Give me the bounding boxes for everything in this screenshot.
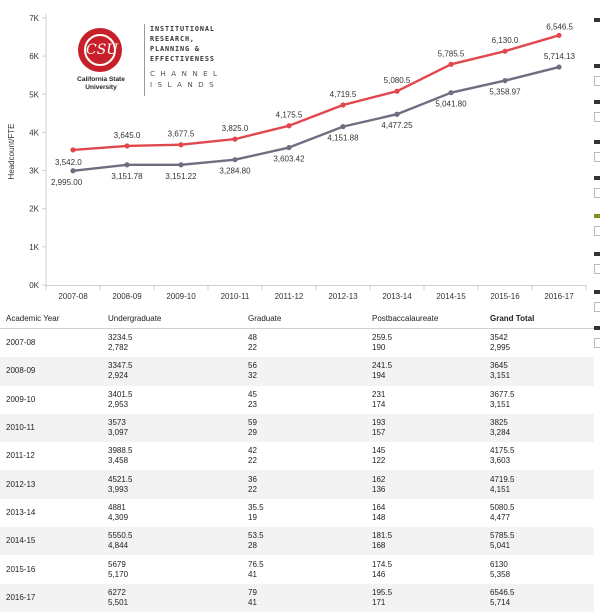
cell-grand-total xyxy=(484,442,594,470)
cell-postbaccalaureate-headcount: 181.5 xyxy=(372,531,393,541)
clipped-filter-box[interactable] xyxy=(594,264,600,274)
cell-graduate-headcount: 76.5 xyxy=(248,559,264,569)
data-label: 3,603.42 xyxy=(273,154,305,164)
cell-grand-total-fte: 3,284 xyxy=(490,428,511,438)
csu-seal-icon xyxy=(78,28,122,72)
col-header-grand-total[interactable]: Grand Total xyxy=(484,306,594,329)
cell-grand-total-fte: 3,603 xyxy=(490,456,511,466)
cell-undergraduate-headcount: 4881 xyxy=(108,502,126,512)
data-label: 3,825.0 xyxy=(221,124,249,134)
cell-graduate-headcount: 48 xyxy=(248,333,257,343)
cell-postbaccalaureate xyxy=(366,442,484,470)
cell-postbaccalaureate xyxy=(366,357,484,385)
cell-graduate-headcount: 79 xyxy=(248,587,257,597)
cell-postbaccalaureate-fte: 190 xyxy=(372,343,386,353)
cell-graduate-headcount: 59 xyxy=(248,418,257,428)
cell-undergraduate-fte: 3,993 xyxy=(108,484,129,494)
logo-divider xyxy=(144,24,145,96)
data-point xyxy=(556,33,561,38)
university-name xyxy=(62,76,140,92)
x-tick-label: 2013-14 xyxy=(382,292,412,301)
table-row xyxy=(0,414,594,442)
y-tick-label: 3K xyxy=(29,166,39,176)
data-point xyxy=(448,62,453,67)
cell-undergraduate-headcount: 3234.5 xyxy=(108,333,133,343)
clipped-filter-box[interactable] xyxy=(594,188,600,198)
cell-undergraduate xyxy=(102,555,242,583)
clipped-panel-marker xyxy=(594,64,600,68)
cell-undergraduate-headcount: 3347.5 xyxy=(108,361,133,371)
cell-graduate-fte: 41 xyxy=(248,569,257,579)
cell-undergraduate-fte: 2,953 xyxy=(108,399,129,409)
clipped-filter-box[interactable] xyxy=(594,76,600,86)
clipped-panel-marker xyxy=(594,326,600,330)
cell-grand-total-fte: 5,041 xyxy=(490,541,511,551)
x-tick-label: 2009-10 xyxy=(166,292,196,301)
clipped-panel-marker xyxy=(594,290,600,294)
cell-undergraduate xyxy=(102,329,242,358)
col-header-academic-year[interactable]: Academic Year xyxy=(0,306,102,329)
table-row xyxy=(0,527,594,555)
cell-graduate-headcount: 56 xyxy=(248,361,257,371)
cell-graduate-fte: 22 xyxy=(248,343,257,353)
cell-grand-total-fte: 5,714 xyxy=(490,597,511,607)
data-label: 6,546.5 xyxy=(546,22,573,32)
x-tick-label: 2007-08 xyxy=(58,292,88,301)
x-tick-label: 2011-12 xyxy=(274,292,304,301)
data-label: 4,175.5 xyxy=(275,110,303,120)
table-row xyxy=(0,584,594,612)
data-label: 3,151.22 xyxy=(165,171,197,181)
cell-grand-total xyxy=(484,357,594,385)
cell-grand-total-headcount: 4175.5 xyxy=(490,446,515,456)
cell-undergraduate xyxy=(102,442,242,470)
x-tick-label: 2012-13 xyxy=(328,292,358,301)
cell-graduate xyxy=(242,329,366,358)
cell-academic-year: 2009-10 xyxy=(6,394,36,404)
data-point xyxy=(286,145,291,150)
clipped-panel-marker xyxy=(594,176,600,180)
data-point xyxy=(232,157,237,162)
cell-postbaccalaureate-headcount: 174.5 xyxy=(372,559,393,569)
cell-undergraduate xyxy=(102,584,242,612)
enrollment-table xyxy=(0,306,594,612)
data-point xyxy=(502,49,507,54)
cell-undergraduate-fte: 4,309 xyxy=(108,512,129,522)
cell-graduate-headcount: 36 xyxy=(248,474,257,484)
cell-undergraduate-headcount: 3988.5 xyxy=(108,446,133,456)
cell-undergraduate xyxy=(102,357,242,385)
cell-undergraduate xyxy=(102,470,242,498)
cell-graduate xyxy=(242,414,366,442)
x-tick-label: 2015-16 xyxy=(490,292,520,301)
y-axis-label: Headcount/FTE xyxy=(7,123,16,180)
cell-undergraduate-fte: 3,097 xyxy=(108,428,129,438)
cell-postbaccalaureate-fte: 174 xyxy=(372,399,386,409)
cell-academic-year: 2013-14 xyxy=(6,507,36,517)
cell-grand-total xyxy=(484,499,594,527)
data-label: 2,995.00 xyxy=(51,177,83,187)
cell-grand-total xyxy=(484,329,594,358)
data-label: 4,477.25 xyxy=(381,121,413,131)
cell-postbaccalaureate-headcount: 259.5 xyxy=(372,333,393,343)
cell-graduate xyxy=(242,555,366,583)
cell-academic-year: 2011-12 xyxy=(6,451,35,461)
data-point xyxy=(70,168,75,173)
cell-undergraduate xyxy=(102,386,242,414)
cell-academic-year: 2008-09 xyxy=(0,357,102,385)
cell-postbaccalaureate-headcount: 164 xyxy=(372,502,386,512)
x-tick-label: 2014-15 xyxy=(436,292,466,301)
cell-postbaccalaureate-headcount: 195.5 xyxy=(372,587,393,597)
y-tick-label: 0K xyxy=(29,281,39,290)
cell-postbaccalaureate-headcount: 145 xyxy=(372,446,386,456)
clipped-filter-box[interactable] xyxy=(594,226,600,236)
cell-postbaccalaureate-fte: 136 xyxy=(372,484,386,494)
department-name xyxy=(150,24,250,64)
cell-postbaccalaureate-headcount: 231 xyxy=(372,389,386,399)
cell-postbaccalaureate-fte: 157 xyxy=(372,428,386,438)
cell-academic-year: 2010-11 xyxy=(0,414,102,442)
cell-postbaccalaureate xyxy=(366,386,484,414)
data-label: 3,645.0 xyxy=(113,130,141,140)
clipped-panel-marker xyxy=(594,214,600,218)
data-label: 4,719.5 xyxy=(329,89,357,99)
cell-grand-total-fte: 4,477 xyxy=(490,512,511,522)
data-point xyxy=(502,78,507,83)
cell-postbaccalaureate xyxy=(366,584,484,612)
y-tick-label: 2K xyxy=(29,204,39,214)
data-label: 5,080.5 xyxy=(383,76,411,86)
cell-grand-total-headcount: 6130 xyxy=(490,559,508,569)
cell-postbaccalaureate-headcount: 193 xyxy=(372,418,386,428)
data-point xyxy=(556,64,561,69)
data-point xyxy=(70,147,75,152)
clipped-panel-marker xyxy=(594,100,600,104)
cell-postbaccalaureate-fte: 168 xyxy=(372,541,386,551)
cell-grand-total-fte: 5,358 xyxy=(490,569,511,579)
data-point xyxy=(340,102,345,107)
cell-graduate-fte: 22 xyxy=(248,484,257,494)
table-header-row xyxy=(0,306,594,329)
data-label: 5,041.80 xyxy=(435,99,467,109)
cell-graduate-headcount: 35.5 xyxy=(248,502,264,512)
data-label: 3,542.0 xyxy=(55,157,82,167)
y-tick-label: 4K xyxy=(29,128,39,138)
cell-graduate-fte: 19 xyxy=(248,512,257,522)
cell-graduate xyxy=(242,442,366,470)
cell-grand-total-headcount: 5080.5 xyxy=(490,502,515,512)
cell-grand-total-headcount: 4719.5 xyxy=(490,474,515,484)
table-row xyxy=(0,329,594,358)
cell-graduate-fte: 28 xyxy=(248,541,257,551)
cell-graduate-fte: 41 xyxy=(248,597,257,607)
chart-area xyxy=(0,0,600,305)
cell-postbaccalaureate xyxy=(366,499,484,527)
table-row xyxy=(0,442,594,470)
y-tick-label: 1K xyxy=(29,242,39,252)
cell-postbaccalaureate-headcount: 241.5 xyxy=(372,361,393,371)
data-point xyxy=(286,123,291,128)
cell-grand-total xyxy=(484,414,594,442)
cell-graduate xyxy=(242,527,366,555)
dept-line-3: PLANNING & xyxy=(150,45,200,53)
cell-grand-total-headcount: 5785.5 xyxy=(490,531,515,541)
cell-graduate-fte: 22 xyxy=(248,456,257,466)
cell-graduate-headcount: 53.5 xyxy=(248,531,264,541)
cell-grand-total xyxy=(484,386,594,414)
data-point xyxy=(340,124,345,129)
cell-grand-total xyxy=(484,527,594,555)
data-point xyxy=(232,137,237,142)
table-row xyxy=(0,386,594,414)
cell-undergraduate-fte: 5,501 xyxy=(108,597,129,607)
cell-undergraduate-headcount: 3573 xyxy=(108,418,126,428)
x-tick-label: 2008-09 xyxy=(112,292,142,301)
y-tick-label: 6K xyxy=(29,52,39,62)
x-tick-label: 2016-17 xyxy=(544,292,574,301)
cell-academic-year: 2015-16 xyxy=(6,564,36,574)
table-row xyxy=(0,555,594,583)
cell-undergraduate xyxy=(102,527,242,555)
cell-postbaccalaureate-fte: 194 xyxy=(372,371,386,381)
cell-grand-total-fte: 3,151 xyxy=(490,399,511,409)
clipped-panel-marker xyxy=(594,140,600,144)
cell-undergraduate-fte: 2,782 xyxy=(108,343,129,353)
cell-postbaccalaureate xyxy=(366,470,484,498)
cell-undergraduate-fte: 4,844 xyxy=(108,541,129,551)
cell-grand-total-headcount: 3825 xyxy=(490,418,508,428)
cell-postbaccalaureate xyxy=(366,329,484,358)
clipped-filter-box[interactable] xyxy=(594,338,600,348)
institutional-research-logo xyxy=(62,22,247,102)
cell-undergraduate-headcount: 3401.5 xyxy=(108,389,133,399)
data-label: 5,714.13 xyxy=(543,52,575,62)
x-tick-label: 2010-11 xyxy=(220,292,250,301)
campus-name xyxy=(150,68,250,90)
cell-grand-total-fte: 4,151 xyxy=(490,484,511,494)
data-label: 4,151.88 xyxy=(327,133,359,143)
data-label: 6,130.0 xyxy=(491,36,519,46)
cell-undergraduate xyxy=(102,414,242,442)
data-point xyxy=(448,90,453,95)
cell-academic-year: 2014-15 xyxy=(0,527,102,555)
campus-line-1: CHANNEL xyxy=(150,69,223,78)
cell-graduate-fte: 32 xyxy=(248,371,257,381)
clipped-filter-box[interactable] xyxy=(594,112,600,122)
cell-undergraduate-fte: 2,924 xyxy=(108,371,129,381)
cell-grand-total xyxy=(484,555,594,583)
cell-undergraduate-headcount: 5679 xyxy=(108,559,126,569)
university-line-2: University xyxy=(85,84,117,91)
cell-postbaccalaureate xyxy=(366,527,484,555)
clipped-panel-marker xyxy=(594,252,600,256)
cell-graduate xyxy=(242,499,366,527)
data-label: 5,358.97 xyxy=(489,87,521,97)
table-row xyxy=(0,470,594,498)
data-label: 3,677.5 xyxy=(167,129,195,139)
cell-graduate-headcount: 42 xyxy=(248,446,257,456)
dept-line-1: INSTITUTIONAL xyxy=(150,25,215,33)
cell-postbaccalaureate xyxy=(366,414,484,442)
cell-graduate xyxy=(242,584,366,612)
data-point xyxy=(124,143,129,148)
cell-postbaccalaureate xyxy=(366,555,484,583)
data-point xyxy=(394,89,399,94)
data-point xyxy=(178,162,183,167)
cell-graduate xyxy=(242,357,366,385)
cell-graduate-fte: 29 xyxy=(248,428,257,438)
y-tick-label: 7K xyxy=(29,14,39,23)
data-label: 3,151.78 xyxy=(111,171,143,181)
cell-postbaccalaureate-fte: 146 xyxy=(372,569,386,579)
cell-undergraduate-headcount: 4521.5 xyxy=(108,474,133,484)
data-point xyxy=(394,112,399,117)
clipped-panel-marker xyxy=(594,18,600,22)
cell-academic-year: 2016-17 xyxy=(0,584,102,612)
cell-graduate-fte: 23 xyxy=(248,399,257,409)
cell-undergraduate-headcount: 5550.5 xyxy=(108,531,133,541)
cell-undergraduate-headcount: 6272 xyxy=(108,587,126,597)
data-label: 5,785.5 xyxy=(437,49,465,59)
enrollment-table-container xyxy=(0,306,594,612)
cell-academic-year: 2007-08 xyxy=(6,338,36,348)
cell-grand-total xyxy=(484,584,594,612)
cell-graduate xyxy=(242,386,366,414)
dept-line-2: RESEARCH, xyxy=(150,35,195,43)
cell-grand-total-headcount: 3542 xyxy=(490,333,508,343)
cell-undergraduate-fte: 5,170 xyxy=(108,569,129,579)
cell-academic-year: 2012-13 xyxy=(0,470,102,498)
cell-graduate-headcount: 45 xyxy=(248,389,257,399)
cell-postbaccalaureate-fte: 171 xyxy=(372,597,386,607)
cell-grand-total-headcount: 6546.5 xyxy=(490,587,515,597)
cell-grand-total-headcount: 3677.5 xyxy=(490,389,515,399)
cell-postbaccalaureate-fte: 122 xyxy=(372,456,386,466)
data-point xyxy=(178,142,183,147)
campus-line-2: ISLANDS xyxy=(150,80,220,89)
cell-postbaccalaureate-fte: 148 xyxy=(372,512,386,522)
cell-graduate xyxy=(242,470,366,498)
table-row xyxy=(0,499,594,527)
clipped-filter-box[interactable] xyxy=(594,152,600,162)
dept-line-4: EFFECTIVENESS xyxy=(150,55,215,63)
cell-grand-total-fte: 3,151 xyxy=(490,371,511,381)
col-header-postbaccalaureate[interactable]: Postbaccalaureate xyxy=(366,306,484,329)
clipped-filter-box[interactable] xyxy=(594,302,600,312)
col-header-undergraduate[interactable]: Undergraduate xyxy=(102,306,242,329)
data-point xyxy=(124,162,129,167)
cell-grand-total-fte: 2,995 xyxy=(490,343,511,353)
cell-postbaccalaureate-headcount: 162 xyxy=(372,474,386,484)
table-row xyxy=(0,357,594,385)
table-body xyxy=(0,329,594,612)
y-tick-label: 5K xyxy=(29,90,39,100)
cell-grand-total xyxy=(484,470,594,498)
university-line-1: California State xyxy=(77,76,125,83)
col-header-graduate[interactable]: Graduate xyxy=(242,306,366,329)
cell-undergraduate xyxy=(102,499,242,527)
data-label: 3,284.80 xyxy=(219,166,251,176)
cell-grand-total-headcount: 3645 xyxy=(490,361,508,371)
csu-monogram: CSU xyxy=(84,34,116,66)
cell-undergraduate-fte: 3,458 xyxy=(108,456,129,466)
